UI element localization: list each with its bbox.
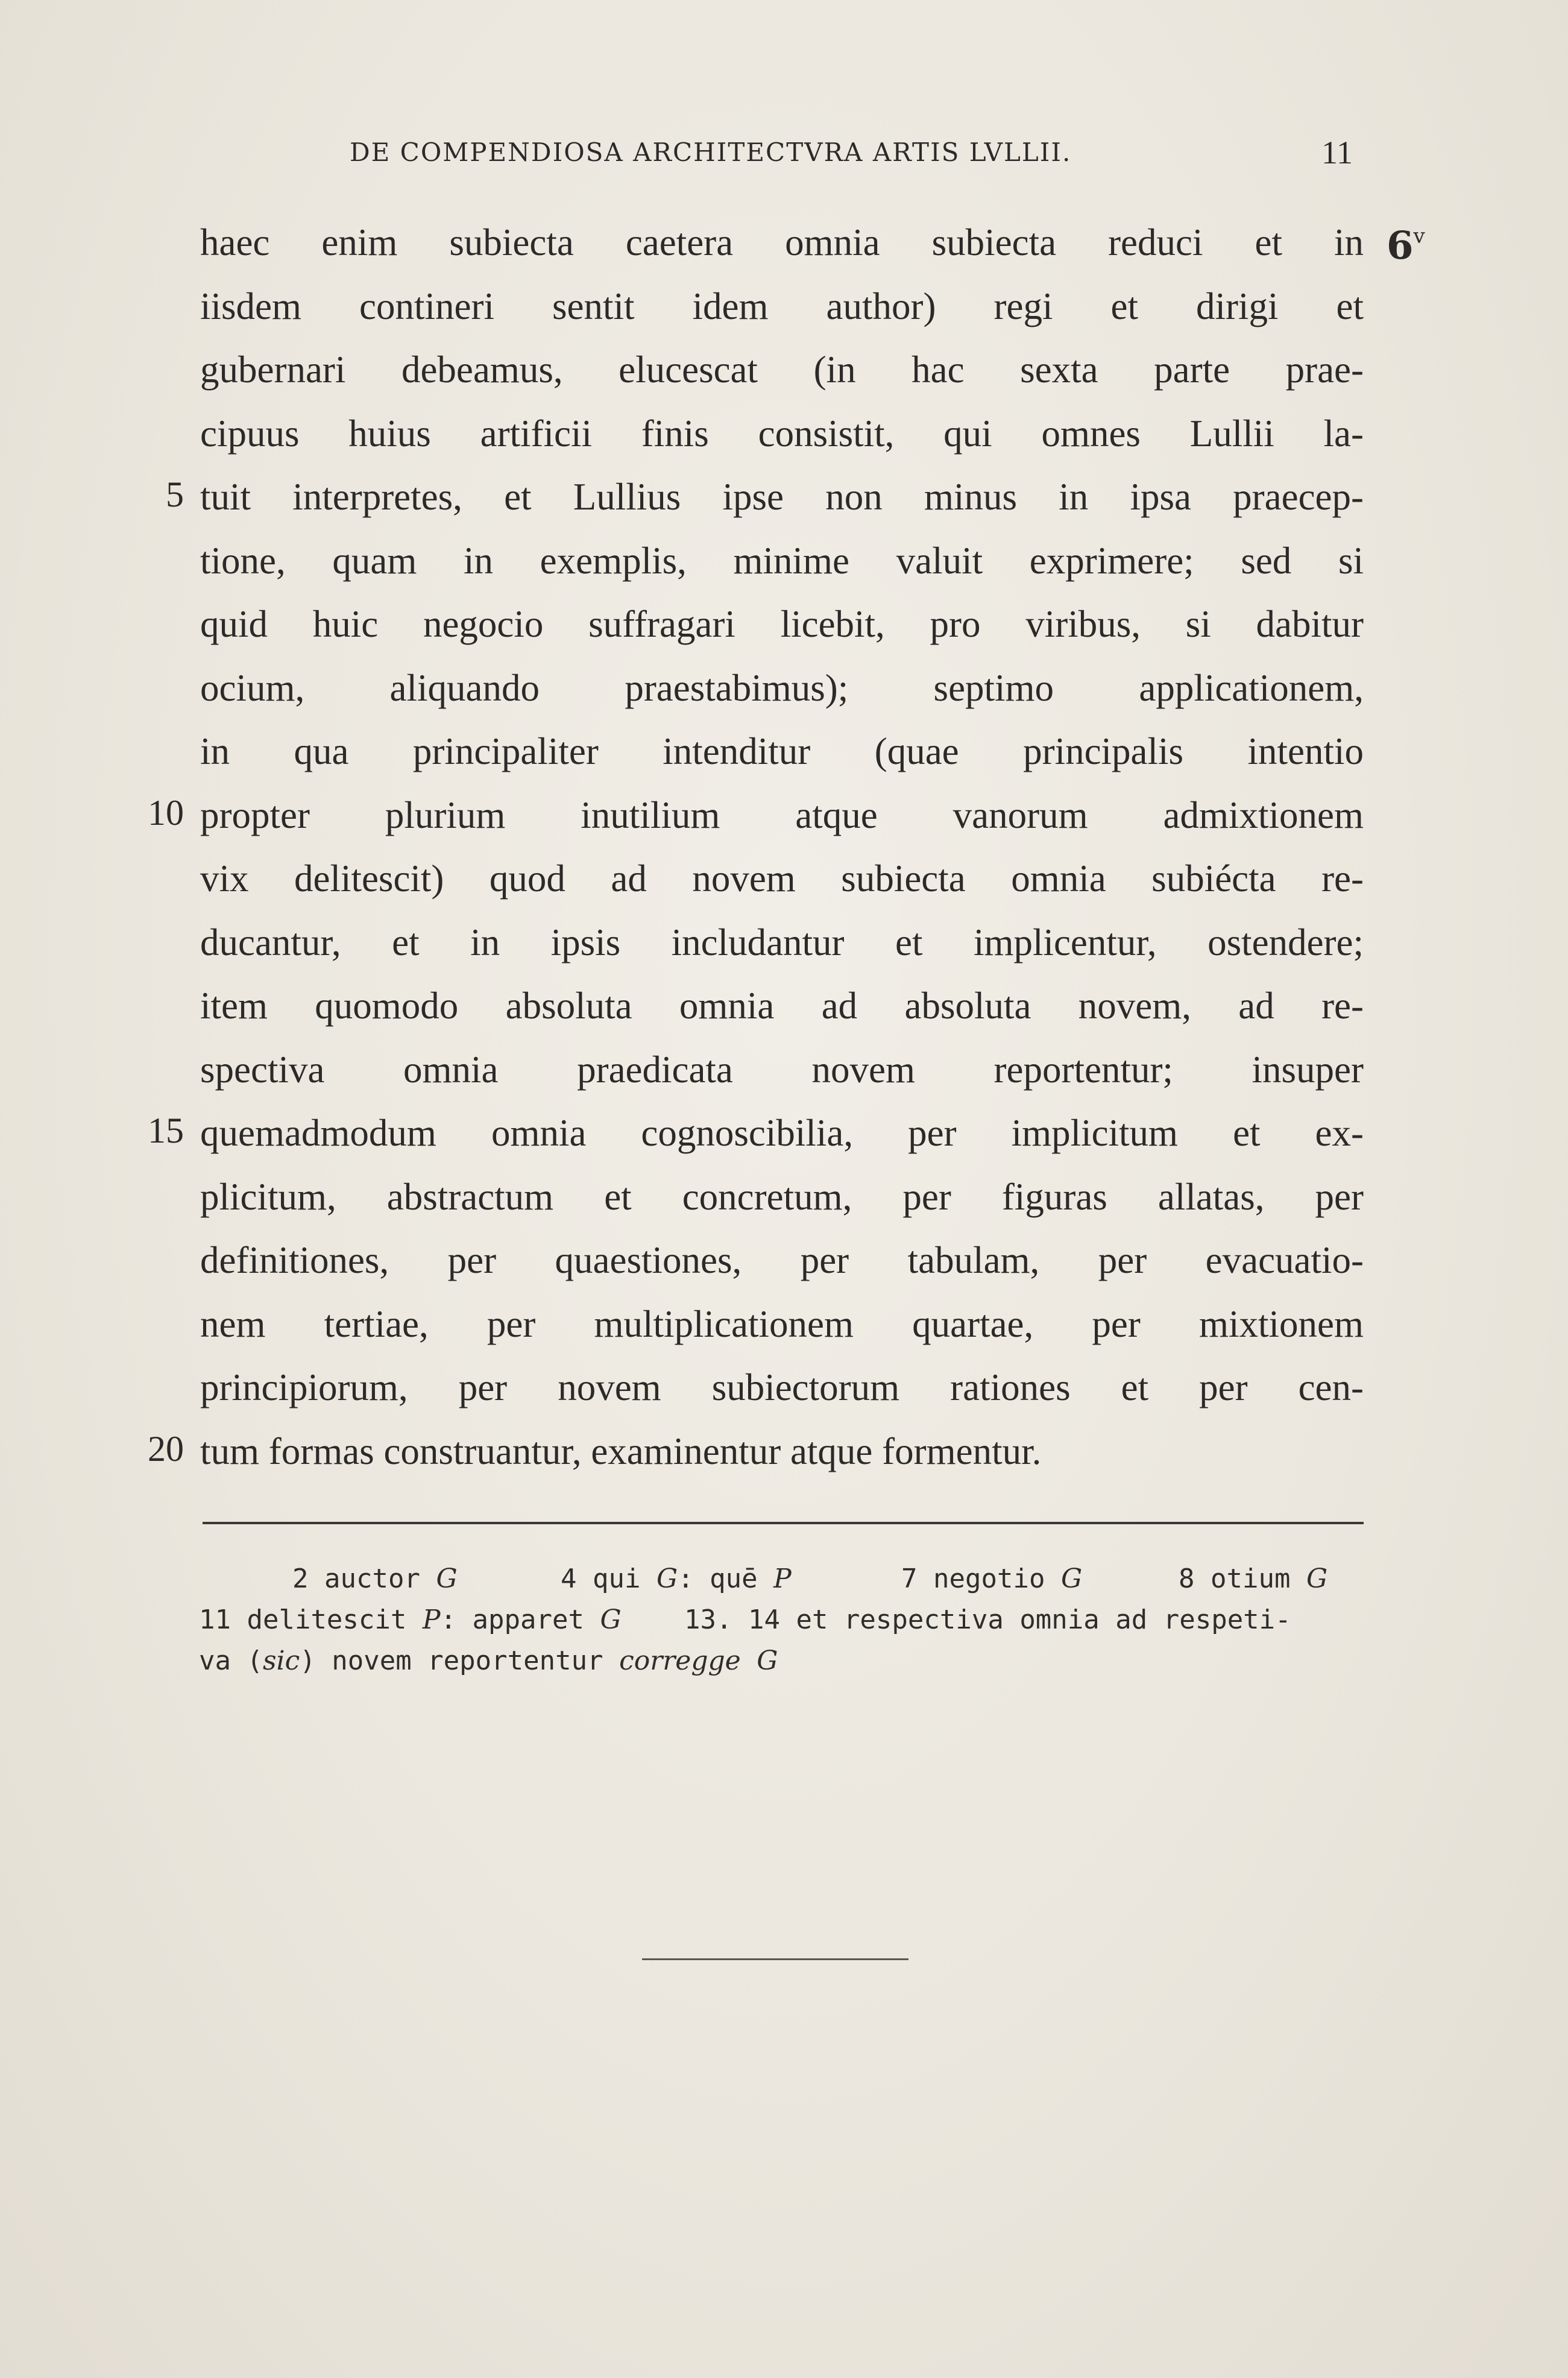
variant-reading: qui: [593, 1563, 641, 1594]
text-line: [0, 1229, 1568, 1293]
separator: :: [678, 1563, 694, 1594]
manuscript-siglum: G: [1060, 1563, 1083, 1594]
line-text: tuit interpretes, et Lullius ipse non minus in ipsa praecep-: [200, 476, 1364, 518]
variant-reading: delitescit: [247, 1604, 407, 1635]
variant-reading: otium: [1211, 1563, 1291, 1594]
running-head: [0, 134, 1568, 174]
sic-note: sic: [262, 1645, 300, 1676]
text-line: [0, 402, 1568, 466]
line-text: plicitum, abstractum et concretum, per figuras allatas, per: [200, 1175, 1364, 1218]
text-line: [0, 974, 1568, 1038]
text-line: [0, 338, 1568, 402]
text-line: [0, 529, 1568, 593]
text-line: [0, 275, 1568, 339]
text-line: [0, 1356, 1568, 1420]
line-ref: 8: [1179, 1563, 1195, 1594]
manuscript-siglum: G: [1306, 1563, 1328, 1594]
apparatus-entry: [199, 1641, 778, 1682]
line-text: quemadmodum omnia cognoscibilia, per implicitum et ex-: [200, 1112, 1364, 1154]
text-line: [0, 1420, 1568, 1484]
text-line: [0, 720, 1568, 784]
manuscript-siglum: P: [422, 1604, 441, 1635]
apparatus-entry: [199, 1600, 622, 1641]
apparatus-entry: [561, 1559, 792, 1600]
variant-reading: apparet: [472, 1604, 584, 1635]
line-text: ducantur, et in ipsis includantur et implicentur, ostendere;: [200, 921, 1364, 964]
text-line: [0, 211, 1568, 275]
page-number: 11: [1321, 134, 1353, 171]
line-text: spectiva omnia praedicata novem reportentur; insuper: [200, 1048, 1364, 1091]
manuscript-siglum: G: [436, 1563, 458, 1594]
separator: :: [440, 1604, 456, 1635]
variant-reading: quē: [710, 1563, 758, 1594]
line-ref: 2: [292, 1563, 309, 1594]
text-line: [0, 1102, 1568, 1165]
variant-reading: ) novem reportentur: [300, 1645, 603, 1676]
bottom-ornament-rule: [642, 1958, 908, 1960]
text-line: [0, 1038, 1568, 1102]
folio-side: v: [1413, 224, 1425, 248]
text-line: [0, 911, 1568, 975]
manuscript-siglum: G: [600, 1604, 622, 1635]
text-line: [0, 847, 1568, 911]
apparatus-row: [199, 1600, 1365, 1641]
line-text: iisdem contineri sentit idem author) regi et dirigi et: [200, 285, 1364, 327]
line-text: ocium, aliquando praestabimus); septimo applicationem,: [200, 666, 1364, 709]
folio-number: 6: [1387, 223, 1414, 268]
variant-reading: negotio: [933, 1563, 1045, 1594]
line-number: 20: [148, 1428, 184, 1469]
line-text: item quomodo absoluta omnia ad absoluta novem, ad re-: [200, 985, 1364, 1027]
apparatus-rule: [203, 1522, 1364, 1524]
manuscript-siglum: G: [757, 1645, 778, 1676]
text-line: [0, 1165, 1568, 1229]
manuscript-siglum: P: [773, 1563, 792, 1594]
text-line: [0, 465, 1568, 529]
line-text: cipuus huius artificii finis consistit, qui omnes Lullii la-: [200, 412, 1364, 455]
line-text: definitiones, per quaestiones, per tabulam, per evacuatio-: [200, 1239, 1364, 1281]
variant-reading: auctor: [324, 1563, 420, 1594]
line-text: nem tertiae, per multiplicationem quartae, per mixtionem: [200, 1302, 1364, 1345]
line-number: 10: [148, 792, 184, 833]
line-text: gubernari debeamus, elucescat (in hac sexta parte prae-: [200, 348, 1364, 391]
variant-reading: va (: [199, 1645, 263, 1676]
line-number: 5: [166, 475, 184, 514]
critical-apparatus: [199, 1559, 1365, 1682]
apparatus-row: [199, 1559, 1365, 1600]
apparatus-entry: [1179, 1559, 1327, 1600]
line-text: quid huic negocio suffragari licebit, pro viribus, si dabitur: [200, 603, 1364, 645]
line-ref: 13. 14: [684, 1604, 780, 1635]
manuscript-siglum: G: [656, 1563, 678, 1594]
line-number: 15: [148, 1111, 184, 1150]
variant-reading: et respectiva omnia ad respeti-: [796, 1604, 1291, 1635]
line-ref: 7: [901, 1563, 918, 1594]
text-line: [0, 1293, 1568, 1357]
line-text: propter plurium inutilium atque vanorum admixtionem: [200, 793, 1364, 836]
apparatus-row: [199, 1641, 1365, 1682]
line-text: tione, quam in exemplis, minime valuit exprimere; sed si: [200, 539, 1364, 582]
line-text: tum formas construantur, examinentur atque formentur.: [200, 1430, 1042, 1472]
editor-note: corregge: [619, 1645, 741, 1676]
line-text: principiorum, per novem subiectorum rationes et per cen-: [200, 1366, 1364, 1408]
apparatus-entry: [901, 1559, 1082, 1600]
apparatus-entry: [292, 1559, 458, 1600]
line-text: in qua principaliter intenditur (quae principalis intentio: [200, 730, 1364, 772]
running-head-title: DE COMPENDIOSA ARCHITECTVRA ARTIS LVLLII.: [350, 137, 1072, 167]
text-line: [0, 657, 1568, 721]
text-line: [0, 784, 1568, 848]
line-ref: 11: [199, 1604, 231, 1635]
line-ref: 4: [561, 1563, 577, 1594]
apparatus-entry: [684, 1600, 1291, 1641]
text-line: [0, 593, 1568, 657]
main-text: [0, 211, 1568, 1483]
line-text: haec enim subiecta caetera omnia subiecta reduci et in: [200, 221, 1364, 263]
line-text: vix delitescit) quod ad novem subiecta omnia subiécta re-: [200, 857, 1364, 900]
